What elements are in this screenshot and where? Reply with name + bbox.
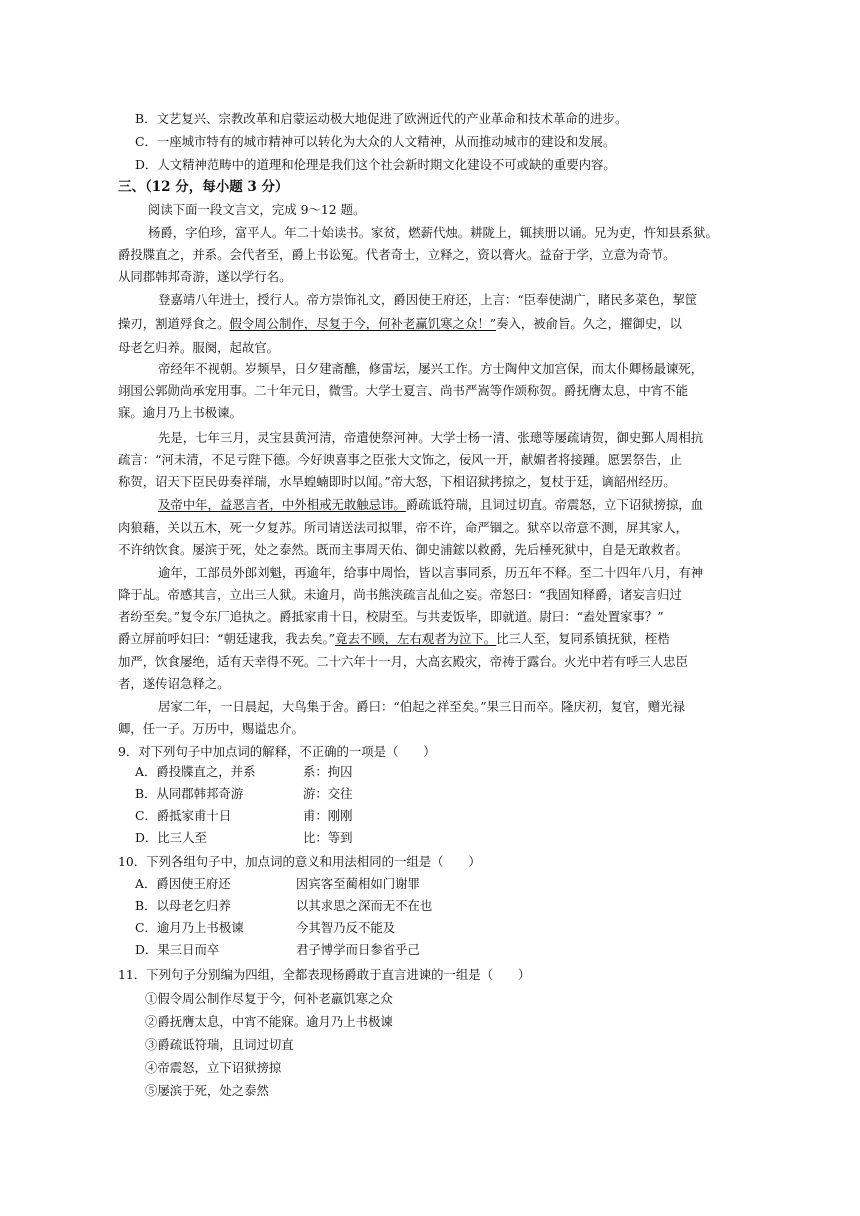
passage-line: 翊国公郭勋尚承宠用事。二十年元日，微雪。大学士夏言、尚书严嵩等作颂称贺。爵抚膺太息，中宵不能 — [118, 383, 688, 398]
text-span: 比三人至，复同系镇抚狱，桎梏 — [496, 631, 670, 646]
passage-line: 加严，饮食屡绝，适有天幸得不死。二十六年十一月，大高玄殿灾，帝祷于露台。火光中若有呼三人忠臣 — [118, 654, 688, 669]
passage-line: 肉狼藉，关以五木，死一夕复苏。所司请送法司拟罪，帝不许，命严锢之。狱卒以帝意不测，屏其家人， — [118, 520, 688, 535]
question-9-stem: 9．对下列句子中加点词的解释，不正确的一项是（ ） — [118, 744, 436, 759]
q11-item: ③爵疏诋符瑞，且词过切直 — [145, 1037, 294, 1052]
section-intro: 阅读下面一段文言文，完成 9～12 题。 — [148, 202, 366, 217]
passage-line: 卿，任一子。万历中，赐谥忠介。 — [118, 721, 304, 736]
q9-option-d-gloss: 比：等到 — [303, 830, 353, 845]
q11-item: ④帝震怒，立下诏狱搒掠 — [145, 1060, 282, 1075]
q9-option-b-gloss: 游：交往 — [303, 786, 353, 801]
passage-line: 不许纳饮食。屡滨于死，处之泰然。既而主事周天佑、御史浦鋐以救爵，先后棰死狱中，自是无敢救者。 — [118, 542, 688, 557]
passage-line: 爵投牒直之，并系。会代者至，爵上书讼冤。代者奇士，立释之，资以膏火。益奋于学，立意为奇节。 — [118, 247, 676, 262]
passage-line: 疏言：“河未清，不足亏陛下德。今好谀喜事之臣张大文饰之，佞风一开，献媚者将接踵。愿罢祭告，止 — [118, 452, 682, 467]
passage-line-underlined — [158, 497, 703, 513]
passage-line: 逾年，工部员外郎刘魁，再逾年，给事中周怡，皆以言事同系，历五年不释。至二十四年八月，有神 — [158, 565, 704, 580]
passage-line: 者，遂传诏急释之。 — [118, 676, 230, 691]
option-d-line: D．人文精神范畴中的道理和伦理是我们这个社会新时期文化建设不可或缺的重要内容。 — [135, 157, 616, 172]
text-span: 操刃，割道殍食之。 — [118, 316, 230, 331]
underlined-sentence: 及帝中年，益恶言者，中外相戒无敢触忌讳。 — [158, 497, 406, 512]
q11-item: ⑤屡滨于死，处之泰然 — [145, 1083, 269, 1098]
option-b-line: B．文艺复兴、宗教改革和启蒙运动极大地促进了欧洲近代的产业革命和技术革命的进步。 — [135, 111, 628, 126]
passage-line: 登嘉靖八年进士，授行人。帝方崇饰礼文，爵因使王府还，上言：“臣奉使湖广，睹民多菜色，挈筐 — [158, 292, 698, 307]
passage-line: 从同郡韩邦奇游，遂以学行名。 — [118, 269, 292, 284]
q10-option-a-pair: 因宾客至蔺相如门谢罪 — [296, 876, 420, 891]
passage-line: 寐。逾月乃上书极谏。 — [118, 405, 242, 420]
option-c-line: C．一座城市特有的城市精神可以转化为大众的人文精神，从而推动城市的建设和发展。 — [135, 134, 616, 149]
passage-line: 降于乩。帝感其言，立出三人狱。未逾月，尚书熊浃疏言乩仙之妄。帝怒曰：“我固知释爵，诸妄言归过 — [118, 587, 682, 602]
q9-option-d[interactable]: D．比三人至 — [135, 830, 207, 845]
q10-option-c[interactable]: C．逾月乃上书极谏 — [135, 920, 244, 935]
text-span: 奏入，被俞旨。久之，擢御史，以 — [496, 316, 682, 331]
q10-option-a[interactable]: A．爵因使王府还 — [135, 876, 231, 891]
underlined-sentence: 竟去不顾，左右观者为泣下。 — [335, 631, 497, 646]
q10-option-b[interactable]: B．以母老乞归养 — [135, 898, 231, 913]
question-10-stem: 10．下列各组句子中，加点词的意义和用法相同的一组是（ ） — [118, 854, 481, 869]
q10-option-d-pair: 君子博学而日参省乎己 — [296, 942, 420, 957]
q11-item: ②爵抚膺太息，中宵不能寐。逾月乃上书极谏 — [145, 1014, 393, 1029]
passage-line: 先是，七年三月，灵宝县黄河清，帝遣使祭河神。大学士杨一清、张璁等屡疏请贺，御史鄞人周相抗 — [158, 430, 704, 445]
q9-option-a[interactable]: A．爵投牒直之，并系 — [135, 764, 256, 779]
underlined-sentence: 假令周公制作，尽复于今，何补老赢饥寒之众！” — [229, 316, 497, 331]
question-11-stem: 11．下列句子分别编为四组，全都表现杨爵敢于直言进谏的一组是（ ） — [118, 967, 531, 982]
passage-line: 居家二年，一日晨起，大鸟集于舍。爵曰：“伯起之祥至矣。”果三日而卒。隆庆初，复官，赠光禄 — [158, 699, 685, 714]
passage-line: 杨爵，字伯珍，富平人。年二十始读书。家贫，燃薪代烛。耕陇上，辄挟册以诵。兄为吏，忤知县系狱。 — [148, 225, 718, 240]
passage-line: 称贺，诏天下臣民毋奏祥瑞，水旱蝗蝻即时以闻。”帝大怒，下相诏狱拷掠之，复杖于廷，谪韶州经历。 — [118, 474, 676, 489]
q9-option-c-gloss: 甫：刚刚 — [303, 808, 353, 823]
q10-option-c-pair: 今其智乃反不能及 — [296, 920, 396, 935]
section-heading: 三、（12 分，每小题 3 分） — [118, 179, 289, 195]
passage-line-underlined — [118, 631, 670, 647]
passage-line: 母老乞归养。服阕，起故官。 — [118, 340, 280, 355]
passage-line-underlined — [118, 316, 682, 332]
q10-option-b-pair: 以其求思之深而无不在也 — [296, 898, 433, 913]
q11-item: ①假令周公制作尽复于今，何补老羸饥寒之众 — [145, 991, 393, 1006]
q9-option-c[interactable]: C．爵抵家甫十日 — [135, 808, 232, 823]
q9-option-a-gloss: 系：拘囚 — [303, 764, 353, 779]
passage-line: 者纷至矣。”复令东厂追执之。爵抵家甫十日，校尉至。与共麦饭毕，即就道。尉曰：“盍处置家事？” — [118, 609, 664, 624]
text-span: 爵立屏前呼妇曰：“朝廷逮我，我去矣。” — [118, 631, 336, 646]
q9-option-b[interactable]: B．从同郡韩邦奇游 — [135, 786, 244, 801]
text-span: 爵疏诋符瑞，且词过切直。帝震怒，立下诏狱搒掠，血 — [405, 497, 704, 512]
q10-option-d[interactable]: D．果三日而卒 — [135, 942, 220, 957]
passage-line: 帝经年不视朝。岁频旱，日夕建斋醮，修雷坛，屡兴工作。方士陶仲文加宫保，而太仆卿杨最谏死， — [158, 361, 704, 376]
